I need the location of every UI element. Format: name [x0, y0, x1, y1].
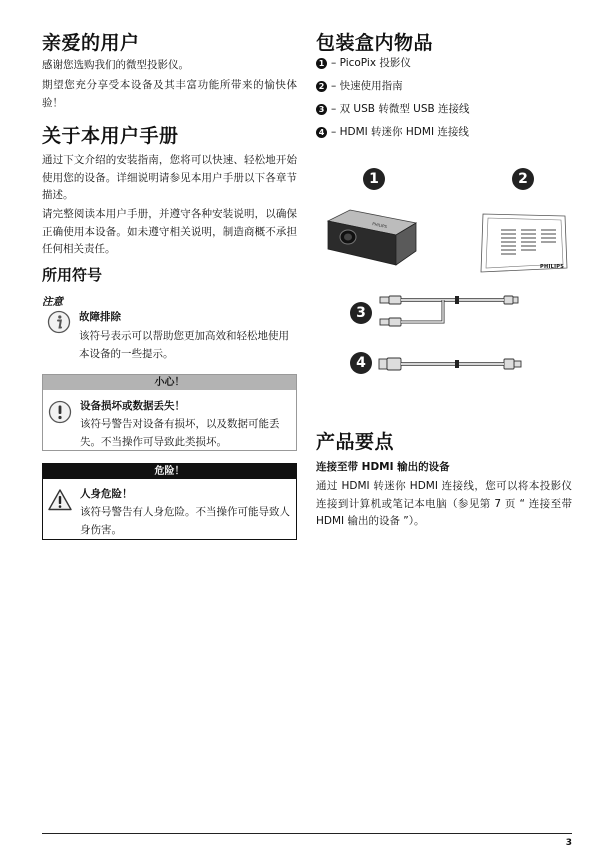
- usb-cable-image: [378, 293, 528, 333]
- note-label: 注意: [42, 296, 63, 308]
- guide-brand-text: PHILIPS: [540, 264, 565, 270]
- exclamation-circle-icon: [48, 400, 72, 428]
- figure-label-2: 2: [512, 168, 534, 190]
- welcome-paragraph-2: 期望您充分享受本设备及其丰富功能所带来的愉快体验！: [42, 79, 297, 109]
- about-title: 关于本用户手册: [42, 125, 179, 147]
- tip-text: 该符号表示可以帮助您更加高效和轻松地使用本设备的一些提示。: [79, 330, 289, 360]
- warning-triangle-icon: [48, 488, 72, 516]
- danger-text: 该符号警告有人身危险。不当操作可能导致人身伤害。: [80, 506, 290, 536]
- figure-label-3: 3: [350, 302, 372, 324]
- welcome-paragraph-1: 感谢您选购我们的微型投影仪。: [42, 59, 189, 71]
- package-title: 包装盒内物品: [316, 32, 434, 54]
- highlights-title: 产品要点: [316, 431, 395, 453]
- footer-divider: [42, 833, 572, 834]
- list-item: [316, 52, 572, 75]
- list-item: [316, 98, 572, 121]
- number-badge: 4: [316, 127, 327, 138]
- list-item-text: – 双 USB 转微型 USB 连接线: [331, 103, 470, 115]
- caution-title: 设备损坏或数据丢失！: [80, 400, 185, 412]
- info-icon: [47, 310, 71, 338]
- about-paragraph-1: 通过下文介绍的安装指南，您将可以快速、轻松地开始使用您的设备。详细说明请参见本用户手册以下各章节描述。: [42, 154, 297, 201]
- package-list: [316, 52, 572, 144]
- number-badge: 3: [316, 104, 327, 115]
- highlights-subtitle: 连接至带 HDMI 输出的设备: [316, 461, 450, 473]
- figure-label-4: 4: [350, 352, 372, 374]
- tip-box: [42, 309, 297, 365]
- number-badge: 2: [316, 81, 327, 92]
- welcome-title: 亲爱的用户: [42, 32, 140, 54]
- svg-text:PHILIPS: PHILIPS: [371, 221, 388, 230]
- danger-title: 人身危险！: [80, 488, 133, 500]
- caution-bar: 小心！: [43, 375, 296, 390]
- list-item-text: – 快速使用指南: [331, 80, 403, 92]
- list-item-text: – PicoPix 投影仪: [331, 57, 411, 69]
- caution-text: 该符号警告对设备有损坏，以及数据可能丢失。不当操作可导致此类损坏。: [80, 418, 280, 448]
- list-item-text: – HDMI 转迷你 HDMI 连接线: [331, 126, 469, 138]
- highlights-paragraph: 通过 HDMI 转迷你 HDMI 连接线，您可以将本投影仪连接到计算机或笔记本电脑（参见第 7 页 “ 连接至带 HDMI 输出的设备 ”）。: [316, 480, 572, 527]
- hdmi-cable-image: [378, 353, 528, 377]
- package-figure: [316, 160, 572, 390]
- danger-box: [42, 463, 297, 540]
- projector-image: [320, 205, 418, 273]
- about-paragraph-2: 请完整阅读本用户手册，并遵守各种安装说明，以确保正确使用本设备。如未遵守相关说明，制造商概不承担任何相关责任。: [42, 208, 297, 255]
- figure-label-1: 1: [363, 168, 385, 190]
- symbols-title: 所用符号: [42, 266, 103, 284]
- list-item: [316, 121, 572, 144]
- tip-title: 故障排除: [79, 311, 121, 323]
- page-number: 3: [565, 838, 572, 848]
- number-badge: 1: [316, 58, 327, 69]
- list-item: [316, 75, 572, 98]
- caution-box: [42, 374, 297, 451]
- danger-bar: 危险！: [43, 464, 296, 479]
